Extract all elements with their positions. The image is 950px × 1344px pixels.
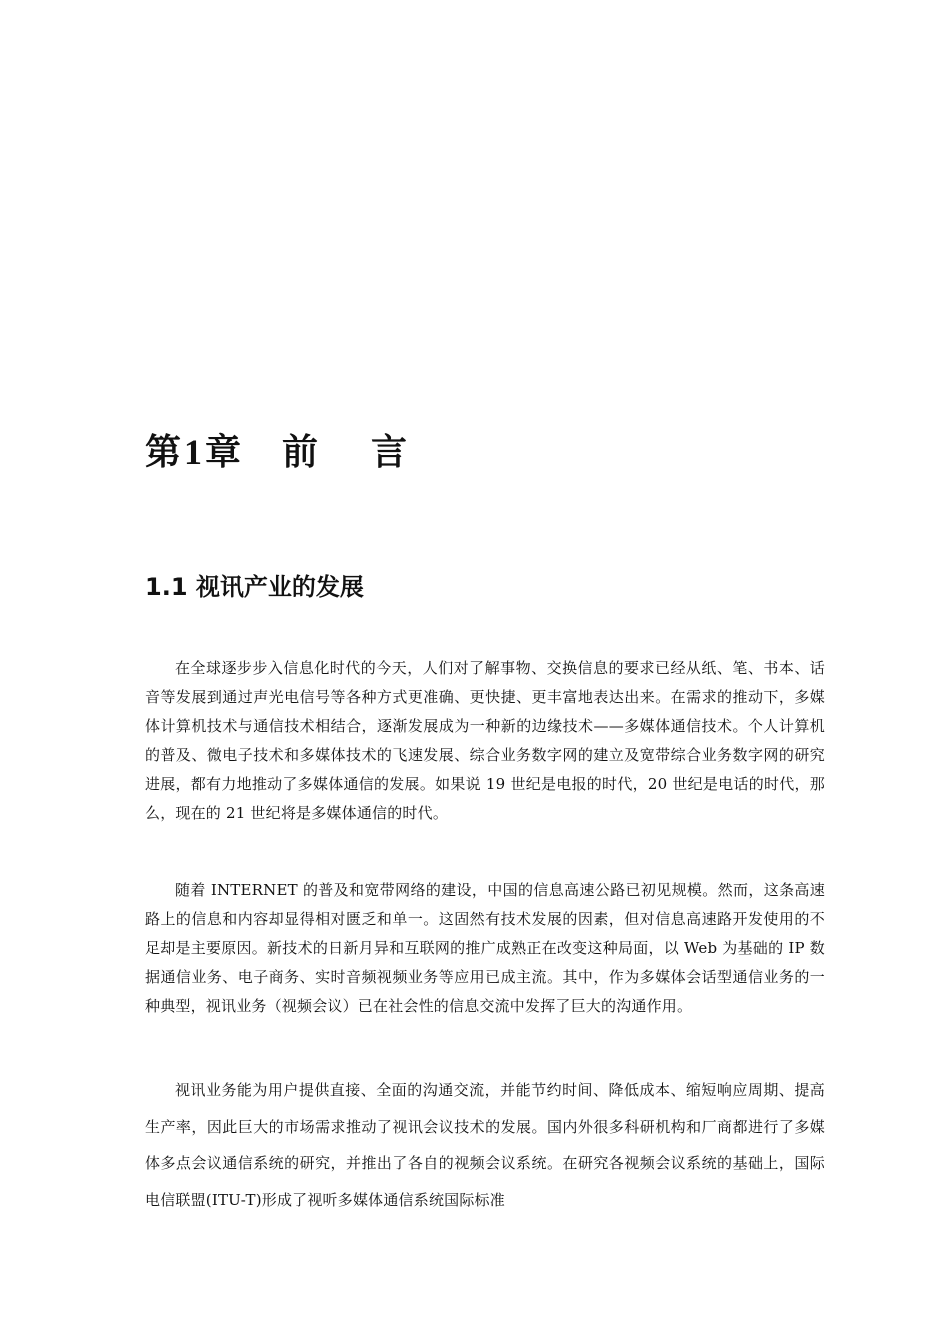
chapter-title-char-1: 前 <box>282 431 320 473</box>
chapter-prefix: 第 <box>145 431 183 473</box>
body-paragraph-3: 视讯业务能为用户提供直接、全面的沟通交流，并能节约时间、降低成本、缩短响应周期、提高生产率，因此巨大的市场需求推动了视讯会议技术的发展。国内外很多科研机构和厂商都进行了多媒体多点会议通信系统的研究，并推出了各自的视频会议系统。在研究各视频会议系统的基础上，国际电信联盟(ITU-T)形成了视听多媒体通信系统国际标准 <box>145 1081 825 1209</box>
section-heading: 1.1 视讯产业的发展 <box>145 573 364 601</box>
chapter-number: 1 <box>184 432 204 472</box>
chapter-title <box>145 428 408 476</box>
chapter-word: 章 <box>205 431 243 473</box>
chapter-title-char-2: 言 <box>371 431 409 473</box>
body-paragraph-2: 随着 INTERNET 的普及和宽带网络的建设，中国的信息高速公路已初见规模。然而，这条高速路上的信息和内容却显得相对匮乏和单一。这固然有技术发展的因素，但对信息高速路开发使用的不足却是主要原因。新技术的日新月异和互联网的推广成熟正在改变这种局面，以 Web 为基础的 IP 数据通信业务、电子商务、实时音频视频业务等应用已成主流。其中，作为多媒体会话型通信业务的一种典型，视讯业务（视频会议）已在社会性的信息交流中发挥了巨大的沟通作用。 <box>145 881 825 1015</box>
body-paragraph-1: 在全球逐步步入信息化时代的今天，人们对了解事物、交换信息的要求已经从纸、笔、书本、话音等发展到通过声光电信号等各种方式更准确、更快捷、更丰富地表达出来。在需求的推动下，多媒体计算机技术与通信技术相结合，逐渐发展成为一种新的边缘技术——多媒体通信技术。个人计算机的普及、微电子技术和多媒体技术的飞速发展、综合业务数字网的建立及宽带综合业务数字网的研究进展，都有力地推动了多媒体通信的发展。如果说 19 世纪是电报的时代，20 世纪是电话的时代，那么，现在的 21 世纪将是多媒体通信的时代。 <box>145 659 825 822</box>
